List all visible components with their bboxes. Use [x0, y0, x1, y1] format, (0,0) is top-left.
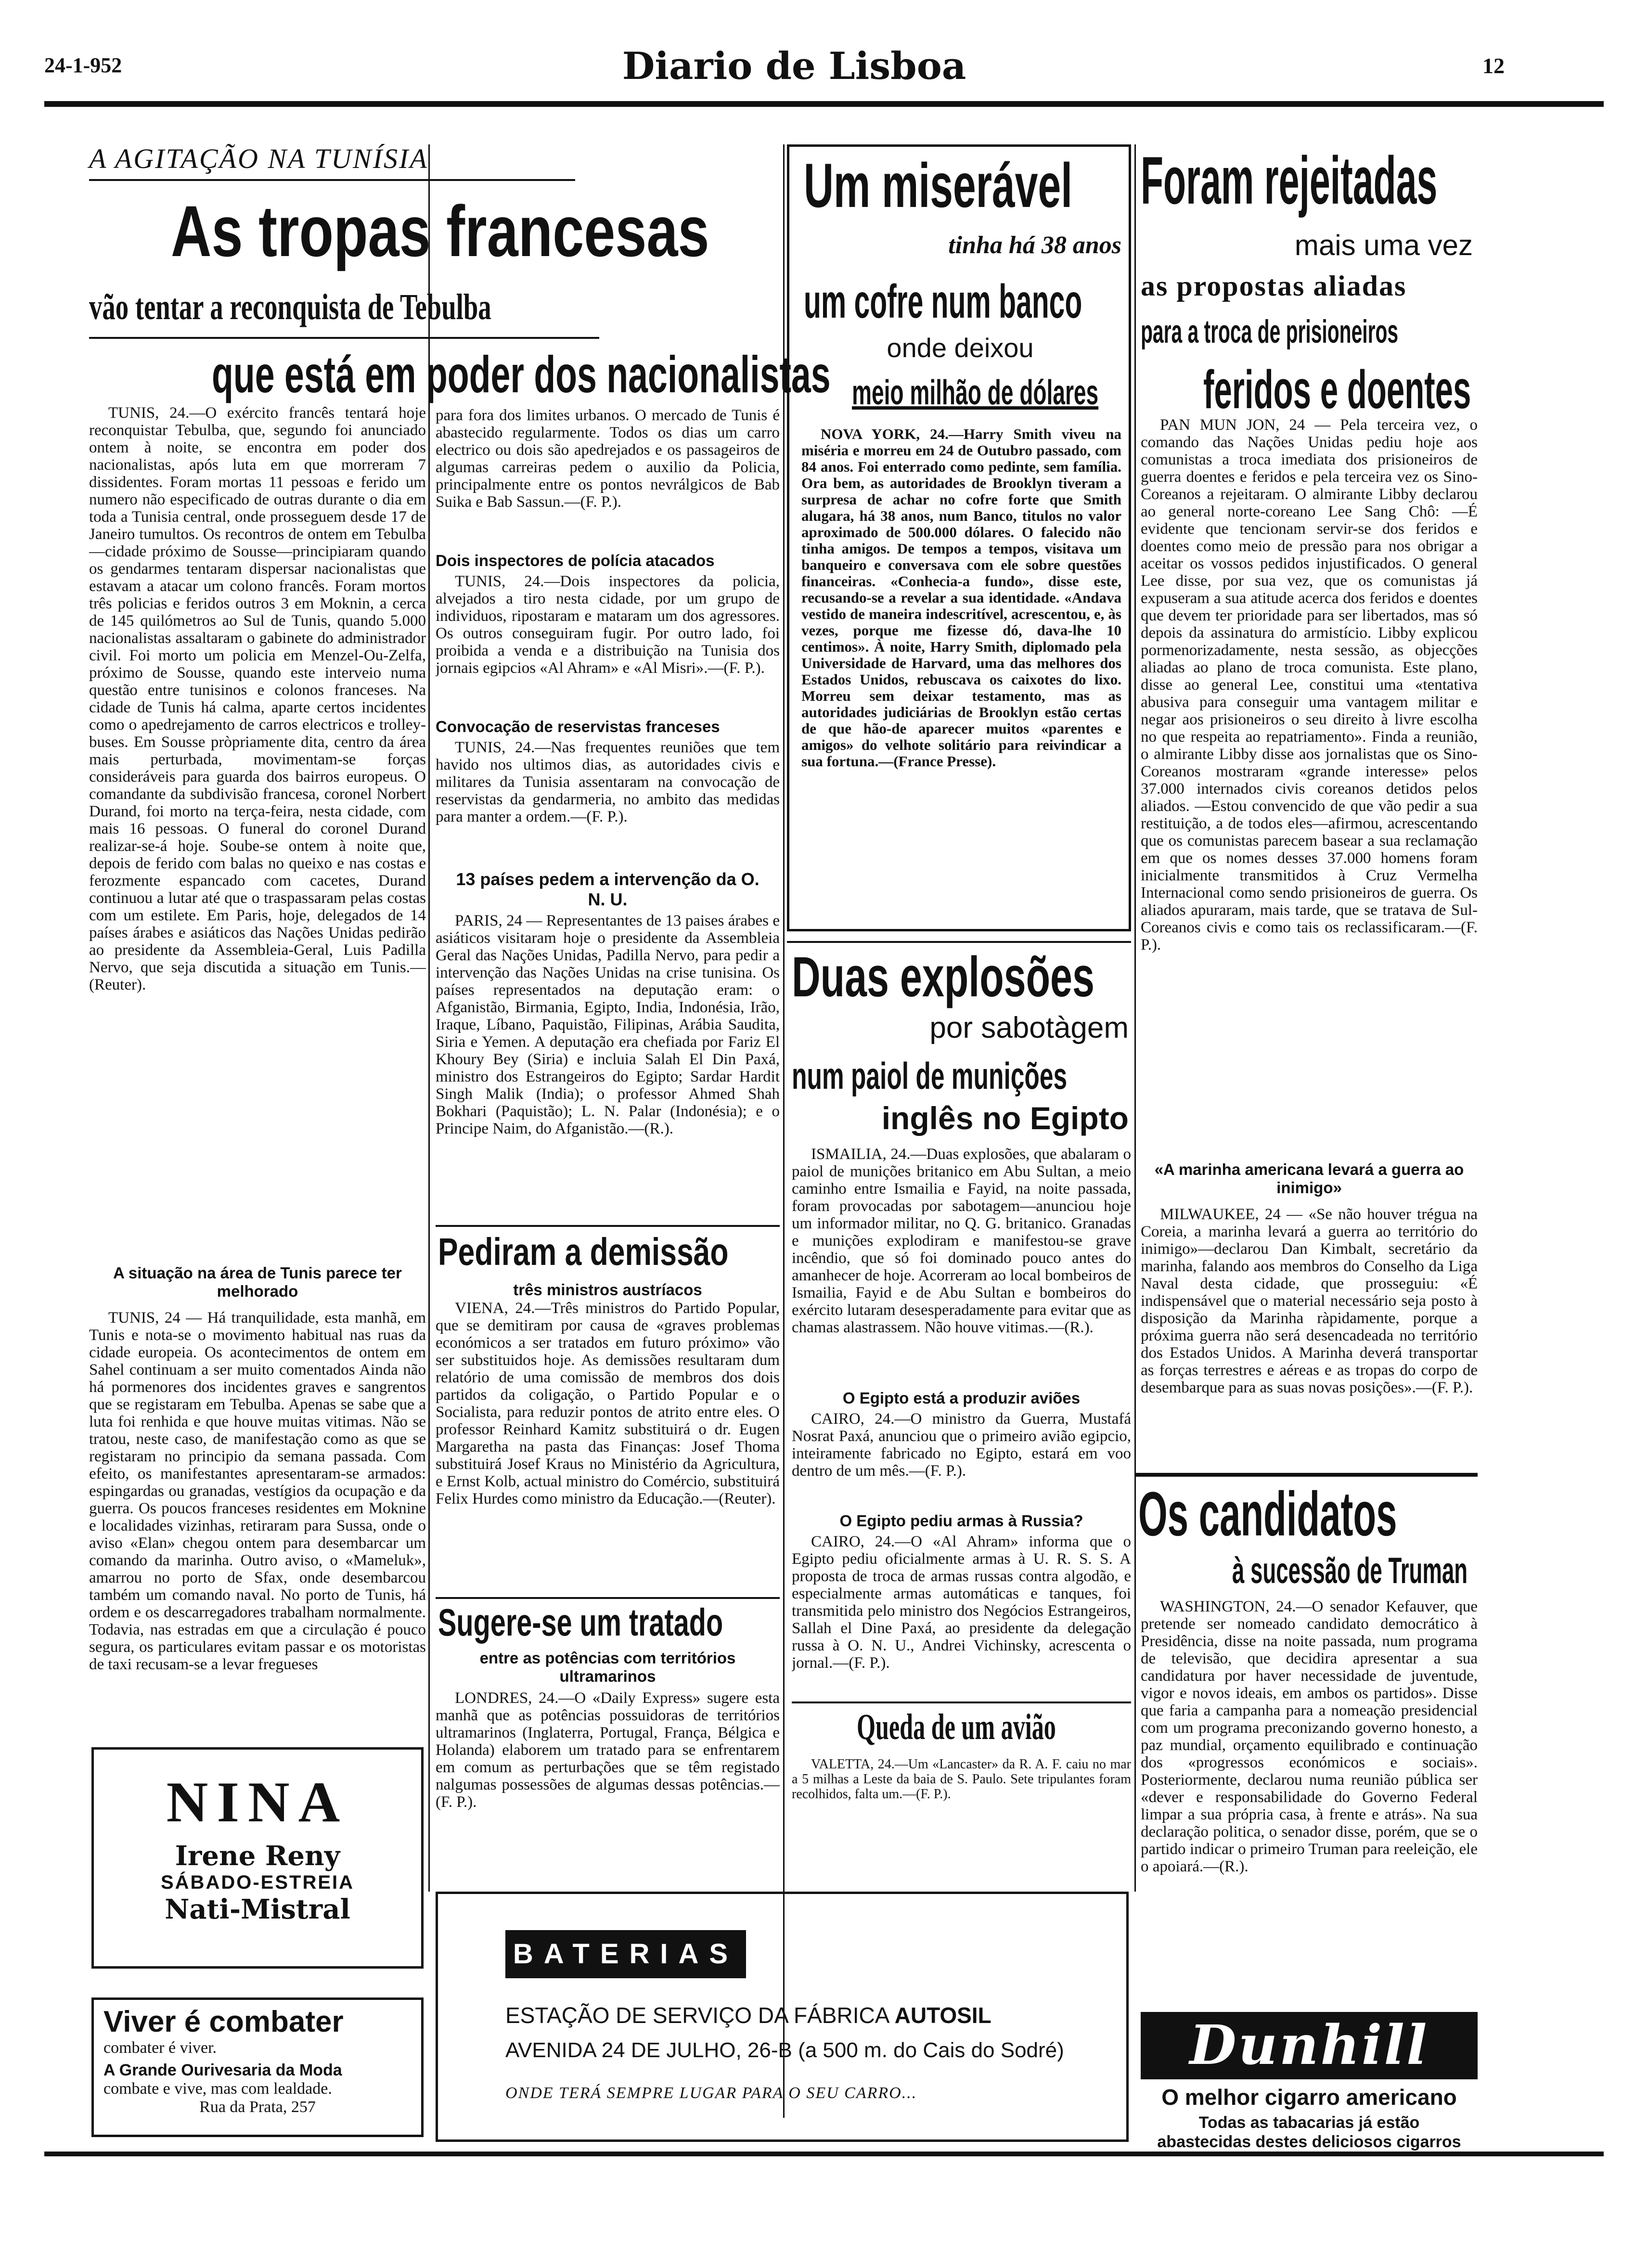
article-text: para fora dos limites urbanos. O mercado de Tunis é abastecido regularmente. Todos os dias um carro electrico ou dois são apedrejados e os passageiros de algumas carreiras pedem o auxilio da Policia, principalmente entre os pontos nevrálgicos de Bab Suika e Bab Sassun.—(F. P.).: [436, 407, 780, 511]
headline-milhao: meio milhão de dólares: [852, 374, 1099, 412]
dunhill-line2: Todas as tabacarias já estão abastecidas destes deliciosos cigarros: [1157, 2113, 1461, 2151]
headline-cofre: um cofre num banco: [804, 275, 1082, 328]
headline-candidatos: Os candidatos: [1138, 1479, 1397, 1549]
headline-treaty: Sugere-se um tratado: [438, 1601, 723, 1644]
article-text: VALETTA, 24.—Um «Lancaster» da R. A. F. caiu no mar a 5 milhas a Leste da baia de S. Paulo. Sete tripulantes foram recolhidos, falta um.—(F. P.).: [792, 1757, 1131, 1802]
subhead-resignation: três ministros austríacos: [513, 1281, 702, 1299]
headline-rejeitadas: Foram rejeitadas: [1141, 142, 1438, 218]
article-text: PARIS, 24 — Representantes de 13 paises árabes e asiáticos visitaram hoje o presidente da Assembleia Geral das Nações Unidas, Padilla Nervo, para pedir a intervenção das Nações Unidas na crise tunisina. Os países representados na deputação eram: o Afganistão, Birmania, Egipto, India, Indonésia, Irão, Iraque, Líbano, Paquistão, Filipinas, Arábia Saudita, Siria e Yemen. A deputação era chefiada por Fariz El Khoury Bey (Siria) e incluia Salah El Din Paxá, ministro dos Estrangeiros do Egipto; Sardar Hardit Singh Malik (India); o professor Ahmed Shah Bokhari (Paquistão); L. N. Palar (Indonésia); e o Principe Naim, do Afganistão.—(R.).: [436, 912, 780, 1137]
subhead-avioes: O Egipto está a produzir aviões: [842, 1389, 1081, 1407]
article-russia: [792, 1533, 1131, 1692]
headline-38-anos: tinha há 38 anos: [948, 232, 1121, 259]
headline-sabotagem: por sabotàgem: [929, 1011, 1129, 1044]
headline-resignation: Pediram a demissão: [438, 1230, 729, 1273]
section-rule: [1136, 1473, 1478, 1477]
column-rule: [783, 144, 785, 2118]
nina-line1: Irene Reny: [175, 1840, 340, 1872]
headline-aviao: Queda de um avião: [857, 1707, 1056, 1747]
article-text: TUNIS, 24.—Nas frequentes reuniões que tem havido nos ultimos dias, as autoridades civis e militares da Tunisia assentaram na convocação de reservistas da gendarmeria, no ambito das medidas para manter a ordem.—(F. P.).: [436, 739, 780, 825]
article-text: WASHINGTON, 24.—O senador Kefauver, que pretende ser nomeado candidato democrático à Presidência, disse na noite passada, num programa de televisão, que decidira apresentar a sua candidatura por haver necessidade de juventude, vigor e novos ideais, em ambos os partidos». Disse que faria a campanha para a nomeação presidencial com um programa preconizando governo honesto, a paz mundial, orçamento equilibrado e continuação dos «progressos económicos e sociais». Posteriormente, declarou numa reunião pública ser «dever e responsabilidade do Governo Federal limpar a sua própria casa, à frente e atrás». Na sua declaração politica, o senador disse, porém, que se o partido indicar o primeiro Truman para reeleição, ele o apoiará.—(R.).: [1141, 1598, 1478, 1875]
nina-title: NINA: [166, 1770, 349, 1834]
section-rule: [436, 1225, 780, 1227]
headline-egipto: inglês no Egipto: [881, 1100, 1129, 1136]
article-explosions: [792, 1146, 1131, 1391]
column-rule: [428, 144, 430, 1892]
article-text: TUNIS, 24 — Há tranquilidade, esta manhã, em Tunis e nota-se o movimento habitual nas ruas da cidade europeia. Os acontecimentos de ontem em Sahel continuam a ser muito comentados Ainda não há pormenores dos incidentes graves e sangrentos que se registaram em Tebulba. Apenas se sabe que a luta foi renhida e que houve muitas vitimas. Não se tratou, neste caso, de manifestação como as que se registaram no principio da semana passada. Com efeito, os manifestantes apresentaram-se armados: espingardas ou granadas, vestígios da ocupação e da guerra. Os poucos franceses residentes em Moknine e localidades vizinhas, retiraram para Sussa, onde o aviso «Elan» chegou ontem para desembarcar um comando da marinha. Outro aviso, o «Mameluk», amarrou no porto de Sfax, onde desembarcou também um comando naval. No porto de Tunis, há ordem e os descarregadores trabalham normalmente. Todavia, nas estradas em que a circulação é pouco segura, os particulares evitam passar e os motoristas de taxi recusam-se a levar fregueses: [89, 1309, 426, 1673]
headline-explosoes: Duas explosões: [792, 945, 1094, 1009]
baterias-line1: [505, 2002, 991, 2028]
headline-miseravel: Um miserável: [804, 150, 1073, 220]
headline-truman: à sucessão de Truman: [1232, 1550, 1468, 1591]
headline: As tropas francesas: [171, 191, 709, 271]
article-inspectors: [436, 573, 780, 717]
article-reservists: [436, 739, 780, 864]
subhead-russia: O Egipto pediu armas à Russia?: [839, 1512, 1083, 1530]
baterias-title: BATERIAS: [505, 1930, 746, 1978]
issue-date: 24-1-952: [44, 53, 122, 77]
article-aviao: [792, 1757, 1131, 1819]
masthead-rule: [44, 101, 1604, 107]
subhead-treaty: entre as potências com territórios ultramarinos: [479, 1649, 736, 1685]
article-text: NOVA YORK, 24.—Harry Smith viveu na miséria e morreu em 24 de Outubro passado, com 84 anos. Foi enterrado como pedinte, sem família. Ora bem, as autoridades de Brooklyn tiveram a surpresa de achar no cofre forte que Smith alugara, há 38 anos, num Banco, titulos no valor aproximado de 500.000 dólares. O falecido não tinha amigos. De tempos a tempos, visitava um banqueiro e conversava com ele sobre questões financeiras. «Conhecia-a fundo», disse este, recusando-se a revelar a sua identidade. «Andava vestido de maneira indescritível, acrescentou, e, às vezes, porque me fizesse dó, dava-lhe 10 centimos». À noite, Harry Smith, diplomado pela Universidade de Harvard, uma das melhores dos Estados Unidos, rebuscava os caixotes do lixo. Morreu sem deixar testamento, mas as autoridades judiciárias de Brooklyn estão certas de que hão-de aparecer muitos «parentes e amigos» do velhote solitário para reivindicar a sua fortuna.—(France Presse).: [801, 426, 1121, 770]
kicker: A AGITAÇÃO NA TUNÍSIA: [89, 143, 428, 174]
newspaper-title: Diario de Lisboa: [622, 44, 966, 88]
dunhill-logo-bg: [1141, 2012, 1478, 2079]
page-number: 12: [1482, 53, 1505, 78]
baterias-line2: AVENIDA 24 DE JULHO, 26-B (a 500 m. do Cais do Sodré): [505, 2038, 1064, 2062]
viver-line3: combate e vive, mas com lealdade.: [103, 2080, 332, 2098]
article-korea: [1141, 416, 1478, 1134]
ad-baterias: [436, 1892, 1129, 2142]
deck2: que está em poder dos nacionalistas: [212, 345, 831, 403]
ad-ourivesaria: [91, 1997, 424, 2137]
headline-propostas: as propostas aliadas: [1141, 270, 1407, 302]
subhead-reservists: Convocação de reservistas franceses: [436, 718, 720, 735]
baterias-line3: ONDE TERÁ SEMPRE LUGAR PARA O SEU CARRO...: [505, 2084, 917, 2102]
baterias-line1a: ESTAÇÃO DE SERVIÇO DA FÁBRICA: [505, 2003, 895, 2028]
article-austria: [436, 1300, 780, 1588]
deck-rule: [89, 337, 599, 339]
dunhill-logo: Dunhill: [1189, 2014, 1429, 2077]
article-tunis-cont: [436, 407, 780, 546]
article-text: CAIRO, 24.—O «Al Ahram» informa que o Egipto pediu oficialmente armas à U. R. S. S. A proposta de troca de armas russas contra algodão, e especialmente armas automáticas e tanques, foi transmitida pelo ministro dos Negócios Estrangeiros, Sallah el Dine Paxá, ao presidente da delegação russa à O. N. U., Andrei Vichinsky, acrescenta o jornal.—(F. P.).: [792, 1533, 1131, 1672]
headline-mais-uma-vez: mais uma vez: [1294, 229, 1473, 261]
viver-line1: combater é viver.: [103, 2039, 217, 2057]
article-text: CAIRO, 24.—O ministro da Guerra, Mustafá Nosrat Paxá, anunciou que o primeiro avião egipcio, inteiramente fabricado no Egipto, estará em voo dentro de um mês.—(F. P.).: [792, 1410, 1131, 1480]
article-text: PAN MUN JON, 24 — Pela terceira vez, o comando das Nações Unidas pediu hoje aos comunistas a troca imediata dos prisioneiros de guerra doentes e feridos e pela terceira vez os Sino-Coreanos a rejeitaram. O almirante Libby declarou ao general norte-coreano Lee Sang Chô: —É evidente que tencionam servir-se dos feridos e doentes como meio de pressão para nos obrigar a aceitar os vossos pedidos injustificados. O general Lee disse, por sua vez, que os comunistas já expuseram a sua atitude acerca dos feridos e doentes que devem ter prioridade para ser libertados, mas só depois da assinatura do armistício. Libby explicou pormenorizadamente, nesta sessão, as objecções aliadas ao plano de troca comunista. Este plano, disse ao general Lee, constitui uma «tentativa abusiva para conseguir uma vantagem militar e negar aos prisioneiros o seu direito à livre escolha no que respeita ao repatriamento». Finda a reunião, o almirante Libby disse aos jornalistas que os Sino-Coreanos mostraram «grande interesse» pelos 37.000 internados civis coreanos detidos pelos aliados. —Estou convencido de que vão pedir a sua restituição, a de todos eles—afirmou, acrescentando que os comunistas parecem basear a sua reclamação em que os nomes desses 37.000 homens foram inicialmente transmitidos à Cruz Vermelha Internacional como sendo prisioneiros de guerra. Os aliados apuraram, mais tarde, que se tratava de Sul-Coreanos civis e como tais os reclassificaram.—(F. P.).: [1141, 416, 1478, 954]
article-kefauver: [1141, 1598, 1478, 2026]
nina-line2: SÁBADO-ESTREIA: [160, 1872, 355, 1893]
section-rule: [787, 941, 1131, 943]
headline-deixou: onde deixou: [887, 333, 1034, 363]
article-text: TUNIS, 24.—Dois inspectores da policia, alvejados a tiro nesta cidade, por um grupo de individuos, ripostaram e mataram um dos agressores. Os outros conseguiram fugir. Por outro lado, foi proibida a venda e a distribuição na Tunisia dos jornais egipcios «Al Ahram» e «Al Misri».—(F. P.).: [436, 573, 780, 677]
subhead-tunis: A situação na área de Tunis parece ter melhorado: [113, 1264, 402, 1300]
kicker-underline: [89, 179, 575, 181]
subhead-marinha: «A marinha americana levará a guerra ao inimigo»: [1154, 1160, 1464, 1197]
viver-line2: A Grande Ourivesaria da Moda: [103, 2061, 342, 2079]
ad-nina: [91, 1747, 424, 1969]
deck: vão tentar a reconquista de Tebulba: [89, 287, 491, 327]
article-marinha: [1141, 1206, 1478, 1466]
article-text: ISMAILIA, 24.—Duas explosões, que abalaram o paiol de munições britanico em Abu Sultan, a meio caminho entre Ismailia e Fayid, na noite passada, foram provocadas por sabotagem—anunciou hoje um informador militar, no Q. G. britanico. Granadas e munições explodiram e manifestou-se grave incêndio, que só foi dominado pouco antes do amanhecer de hoje. Acorreram ao local bombeiros de Ismailia, Fayid e de Abu Sultan e bombeiros do exército lutaram desesperadamente para evitar que as chamas alastrassem. Não houve vitimas.—(R.).: [792, 1146, 1131, 1336]
subhead-onu: 13 países pedem a intervenção da O. N. U.: [456, 869, 760, 909]
dunhill-line1: O melhor cigarro americano: [1161, 2085, 1457, 2110]
article-avioes: [792, 1410, 1131, 1502]
article-text: MILWAUKEE, 24 — «Se não houver trégua na Coreia, a marinha levará a guerra ao território do inimigo»—declarou Dan Kimbalt, secretário da marinha, falando aos membros do Conselho da Liga Naval desta cidade, que prosseguiu: «É indispensável que o material necessário seja posto à disposição da Marinha ràpidamente, porque a próxima guerra não será desencadeada no território dos Estados Unidos. A Marinha deverá transportar as forças terrestres e aéreas e as tropas do corpo de desembarque para as suas novas posições».—(F. P.).: [1141, 1206, 1478, 1396]
section-rule: [436, 1597, 780, 1599]
article-treaty: [436, 1689, 780, 1882]
article-text: LONDRES, 24.—O «Daily Express» sugere esta manhã que as potências possuidoras de territórios ultramarinos (Inglaterra, Portugal, França, Bélgica e Holanda) elaborem um tratado para se enfrentarem em comum as perturbações que se têm registado nalgumas possessões de algumas dessas potências.—(F. P.).: [436, 1689, 780, 1811]
article-text: TUNIS, 24.—O exército francês tentará hoje reconquistar Tebulba, que, segundo foi anunciado ontem à noite, se encontra em poder dos nacionalistas, após luta em que morreram 7 dissidentes. Foram mortas 11 pessoas e ferido um numero não especificado de outras durante o dia em toda a Tunisia central, onde prosseguem desde 17 de Janeiro tumultos. Os recontros de ontem em Tebulba —cidade próximo de Sousse—principiaram quando os gendarmes tentaram dispersar nacionalistas que estavam a atacar um colono francês. Foram mortos três policias e feridos outros 3 em Moknin, a cerca de 145 quilómetros ao Sul de Tunis, quando 5.000 nacionalistas assaltaram o gabinete do administrador civil. Foi morto um policia em Menzel-Ou-Zelfa, próximo de Sousse, quando este interveio numa questão entre tunisinos e colonos franceses. Na cidade de Tunis há calma, aparte certos incidentes como o apedrejamento de carros electricos e trolley-buses. Em Sousse pròpriamente dita, centro da área mais perturbada, movimentam-se forças consideráveis para guarda dos bairros europeus. O comandante da subdivisão francesa, coronel Norbert Durand, foi morto na terça-feira, nesta cidade, com mais 16 pessoas. O funeral do coronel Durand realizar-se-á hoje. Soube-se ontem à noite que, depois de ferido com balas no queixo e nas costas e ferozmente espancado com cacetes, Durand continuou a lutar até que o traspassaram pelas costas com um estilete. Em Paris, hoje, delegados de 14 países árabes e asiáticos das Nações Unidas pedirão ao presidente da Assembleia-Geral, Luis Padilla Nervo, que seja discutida a situação em Tunis.—(Reuter).: [89, 404, 426, 993]
article-text: VIENA, 24.—Três ministros do Partido Popular, que se demitiram por causa de «graves problemas económicos a ser tratados em futuro próximo» vão ser substituidos hoje. As demissões resultaram dum relatório de uma comissão de membros dos dois partidos da coligação, o Partido Popular e o Socialista, para reduzir pontos de atrito entre eles. O professor Reinhard Kamitz substituirá o dr. Eugen Margaretha na pasta das Finanças: Josef Thoma substituirá Josef Kraus no Ministério da Agricultura, e Ernst Kolb, actual ministro do Comércio, substituirá Felix Hurdes como ministro da Educação.—(Reuter).: [436, 1300, 780, 1508]
viver-title: Viver é combater: [103, 2005, 344, 2038]
baterias-brand: AUTOSIL: [894, 2003, 991, 2028]
article-tunis-calm: [89, 1309, 426, 1723]
viver-line4: Rua da Prata, 257: [199, 2098, 316, 2116]
headline-paiol: num paiol de munições: [792, 1055, 1068, 1097]
page-bottom-rule: [44, 2152, 1604, 2156]
section-rule: [792, 1701, 1131, 1703]
nina-line3: Nati-Mistral: [165, 1894, 350, 1925]
headline-troca: para a troca de prisioneiros: [1141, 313, 1399, 350]
subhead-inspectors: Dois inspectores de polícia atacados: [436, 552, 715, 569]
article-onu: [436, 912, 780, 1259]
column-rule: [1134, 144, 1136, 1892]
headline-feridos: feridos e doentes: [1203, 360, 1471, 420]
article-harry-smith: [801, 426, 1121, 907]
article-tunisia: [89, 404, 426, 1251]
